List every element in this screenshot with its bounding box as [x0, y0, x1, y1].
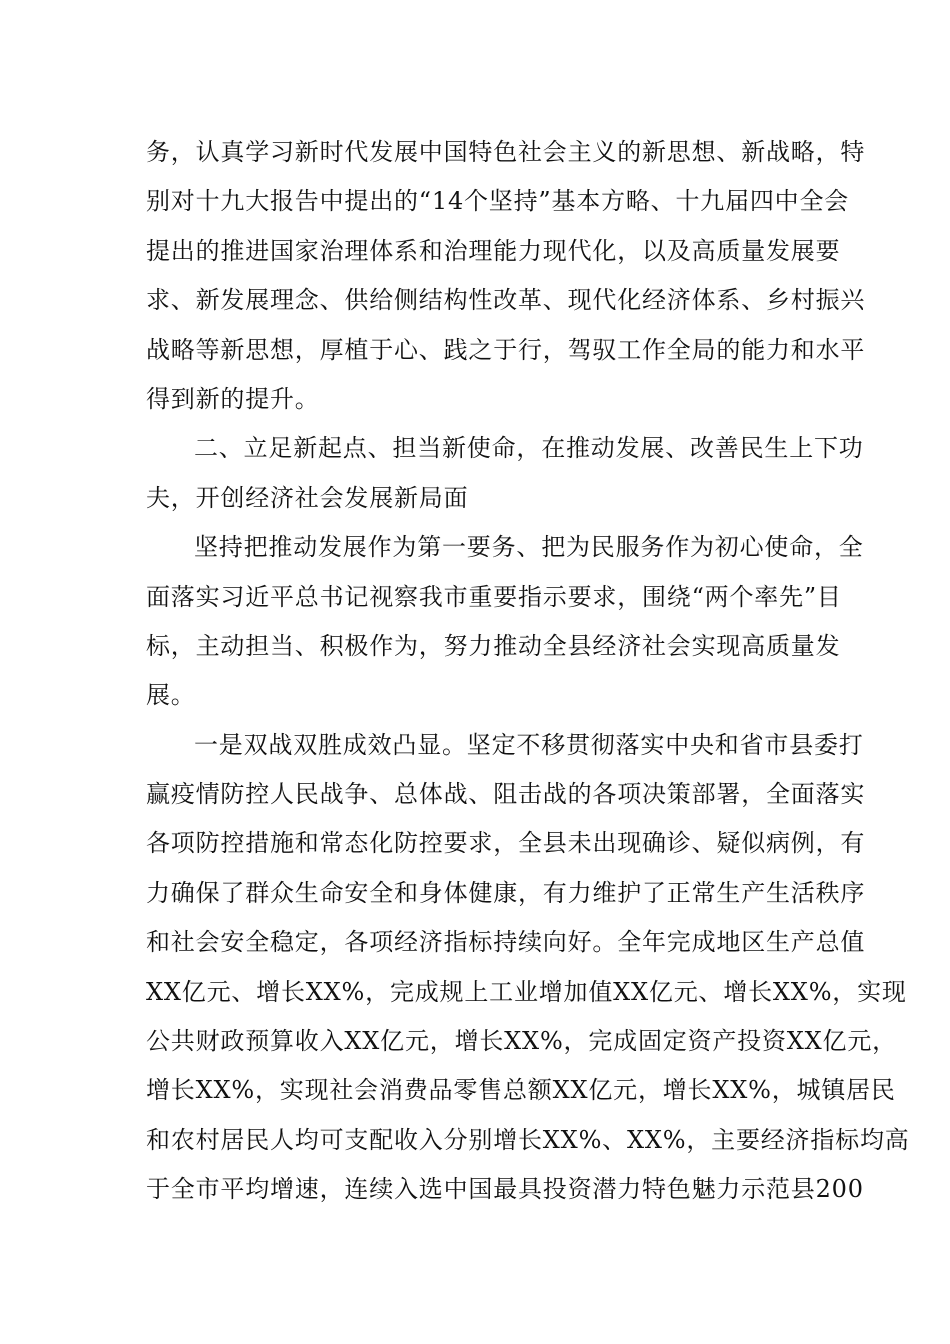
text-line: 各项防控措施和常态化防控要求，全县未出现确诊、疑似病例，有: [146, 829, 866, 858]
section-heading-line: 二、立足新起点、担当新使命，在推动发展、改善民生上下功: [194, 434, 864, 463]
text-line: 于全市平均增速，连续入选中国最具投资潜力特色魅力示范县200: [146, 1175, 864, 1204]
text-line: 得到新的提升。: [146, 384, 320, 413]
text-line: 展。: [146, 681, 196, 710]
text-line: 战略等新思想，厚植于心、践之于行，驾驭工作全局的能力和水平: [146, 335, 866, 364]
text-line: 坚持把推动发展作为第一要务、把为民服务作为初心使命，全: [194, 533, 864, 562]
text-line: 求、新发展理念、供给侧结构性改革、现代化经济体系、乡村振兴: [146, 286, 866, 315]
body-text: [146, 128, 910, 1215]
text-line: 和农村居民人均可支配收入分别增长XX%、XX%，主要经济指标均高: [146, 1125, 910, 1154]
text-line: XX亿元、增长XX%，完成规上工业增加值XX亿元、增长XX%，实现: [146, 977, 907, 1006]
text-line: 面落实习近平总书记视察我市重要指示要求，围绕“两个率先”目: [146, 582, 842, 611]
text-line: 提出的推进国家治理体系和治理能力现代化，以及高质量发展要: [146, 236, 841, 265]
text-line: 公共财政预算收入XX亿元，增长XX%，完成固定资产投资XX亿元，: [146, 1027, 897, 1056]
text-line: 一是双战双胜成效凸显。坚定不移贯彻落实中央和省市县委打: [194, 730, 864, 759]
text-line: 别对十九大报告中提出的“14个坚持”基本方略、十九届四中全会: [146, 187, 850, 216]
text-line: 和社会安全稳定，各项经济指标持续向好。全年完成地区生产总值: [146, 928, 866, 957]
section-heading-line: 夫，开创经济社会发展新局面: [146, 483, 469, 512]
text-line: 标，主动担当、积极作为，努力推动全县经济社会实现高质量发: [146, 631, 841, 660]
text-line: 务，认真学习新时代发展中国特色社会主义的新思想、新战略，特: [146, 138, 866, 166]
text-line: 增长XX%，实现社会消费品零售总额XX亿元，增长XX%，城镇居民: [146, 1076, 896, 1105]
text-line: 赢疫情防控人民战争、总体战、阻击战的各项决策部署，全面落实: [146, 780, 866, 809]
text-line: 力确保了群众生命安全和身体健康，有力维护了正常生产生活秩序: [146, 878, 866, 907]
